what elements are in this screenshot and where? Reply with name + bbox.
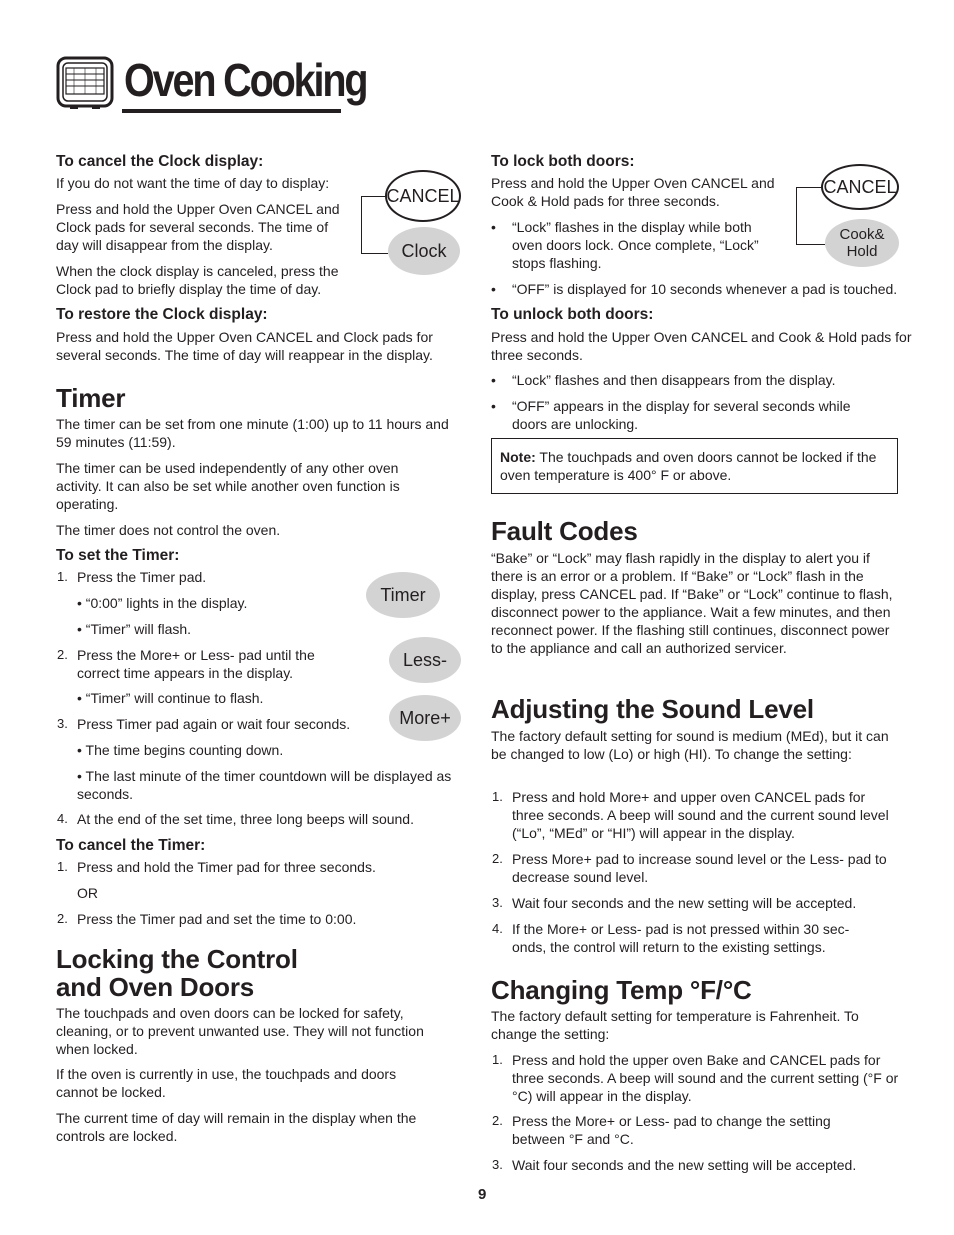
set-timer-step-2: Press the More+ or Less- pad until the correct time appears in the display.	[77, 647, 315, 681]
more-pad: More+	[389, 695, 461, 741]
locking-p1: The touchpads and oven doors can be locked for safety, cleaning, or to prevent unwanted use. They will not function when locked.	[56, 1005, 424, 1057]
step-number: 2.	[57, 911, 68, 926]
step-number: 2.	[492, 1113, 503, 1128]
step-number: 1.	[492, 789, 503, 804]
cancel-clock-instructions: Press and hold the Upper Oven CANCEL and Clock pads for several seconds. The time of day will disappear from the display.	[56, 201, 340, 253]
step-number: 3.	[57, 716, 68, 731]
cancel-timer-step-2: Press the Timer pad and set the time to 0:00.	[77, 911, 357, 927]
unlock-doors-bullet-1: “Lock” flashes and then disappears from the display.	[512, 372, 836, 388]
set-timer-heading: To set the Timer:	[56, 547, 180, 564]
set-timer-step-3a: • The time begins counting down.	[77, 742, 284, 758]
note-text	[500, 448, 890, 484]
cancel-pad: CANCEL	[821, 164, 899, 210]
oven-icon	[56, 56, 114, 110]
cook-hold-pad	[825, 219, 899, 267]
title-underline	[122, 109, 341, 113]
set-timer-step-2a: • “Timer” will continue to flash.	[77, 690, 264, 706]
step-number: 4.	[57, 811, 68, 826]
change-temp-step-2: Press the More+ or Less- pad to change the setting between °F and °C.	[512, 1113, 831, 1147]
cancel-clock-note: When the clock display is canceled, press the Clock pad to briefly display the time of day.	[56, 263, 339, 297]
set-timer-step-4: At the end of the set time, three long beeps will sound.	[77, 811, 414, 827]
cancel-timer-heading: To cancel the Timer:	[56, 837, 206, 854]
sound-level-step-2: Press More+ pad to increase sound level or the Less- pad to decrease sound level.	[512, 851, 887, 885]
timer-heading: Timer	[56, 383, 126, 413]
sound-level-heading: Adjusting the Sound Level	[491, 694, 814, 724]
change-temp-intro: The factory default setting for temperature is Fahrenheit. To change the setting:	[491, 1008, 859, 1042]
change-temp-heading: Changing Temp °F/°C	[491, 975, 752, 1005]
cancel-pad: CANCEL	[385, 170, 461, 222]
note-body: The touchpads and oven doors cannot be locked if the oven temperature is 400° F or above.	[500, 449, 877, 483]
step-number: 3.	[492, 1157, 503, 1172]
lock-doors-instructions: Press and hold the Upper Oven CANCEL and Cook & Hold pads for three seconds.	[491, 175, 775, 209]
sound-level-step-4: If the More+ or Less- pad is not pressed within 30 sec- onds, the control will return to the existing settings.	[512, 921, 850, 955]
clock-pad: Clock	[388, 227, 460, 275]
cancel-clock-intro: If you do not want the time of day to display:	[56, 175, 330, 191]
locking-p2: If the oven is currently in use, the touchpads and doors cannot be locked.	[56, 1066, 397, 1100]
step-number: 2.	[492, 851, 503, 866]
cook-hold-label-line1: Cook&	[839, 226, 885, 243]
unlock-doors-bullet-2: “OFF” appears in the display for several seconds while doors are unlocking.	[512, 398, 851, 432]
locking-p3: The current time of day will remain in the display when the controls are locked.	[56, 1110, 417, 1144]
step-number: 4.	[492, 921, 503, 936]
set-timer-step-3b: • The last minute of the timer countdown will be displayed as seconds.	[77, 768, 452, 802]
bullet: •	[491, 372, 496, 388]
cancel-timer-step-1: Press and hold the Timer pad for three seconds.	[77, 859, 376, 875]
fault-codes-text: “Bake” or “Lock” may flash rapidly in the display to alert you if there is an error or a problem. If “Bake” or “Lock” flash in the display, press CANCEL pad. If “Bake” or “Lock” continue to flash, disconnect power to the appliance. Wait a few minutes, and then reconnect power. If the flashing still continues, disconnect power to the appliance and call an authorized servicer.	[491, 550, 893, 656]
fault-codes-heading: Fault Codes	[491, 516, 638, 546]
timer-p1: The timer can be set from one minute (1:00) up to 11 hours and 59 minutes (11:59).	[56, 416, 449, 450]
cancel-clock-heading: To cancel the Clock display:	[56, 153, 264, 170]
timer-p2: The timer can be used independently of any other oven activity. It can also be set while another oven function is operating.	[56, 460, 400, 512]
step-number: 1.	[57, 569, 68, 584]
bullet: •	[491, 281, 496, 297]
set-timer-step-1a: • “0:00” lights in the display.	[77, 595, 248, 611]
restore-clock-heading: To restore the Clock display:	[56, 306, 268, 323]
set-timer-step-3: Press Timer pad again or wait four seconds.	[77, 716, 351, 732]
locking-heading-line2: and Oven Doors	[56, 972, 255, 1002]
lock-doors-heading: To lock both doors:	[491, 153, 635, 170]
page-title: Oven Cooking	[124, 54, 367, 106]
note-box	[491, 438, 898, 494]
step-number: 2.	[57, 647, 68, 662]
note-label: Note:	[500, 449, 536, 465]
page-number: 9	[478, 1186, 487, 1203]
sound-level-step-1: Press and hold More+ and upper oven CANCEL pads for three seconds. A beep will sound and the current sound level (“Lo”, “MEd” or “HI”) will appear in the display.	[512, 789, 889, 841]
step-number: 1.	[57, 859, 68, 874]
change-temp-step-1: Press and hold the upper oven Bake and CANCEL pads for three seconds. A beep will sound and the current setting (°F or °C) will appear in the display.	[512, 1052, 899, 1104]
unlock-doors-instructions: Press and hold the Upper Oven CANCEL and Cook & Hold pads for three seconds.	[491, 329, 912, 363]
restore-clock-instructions: Press and hold the Upper Oven CANCEL and Clock pads for several seconds. The time of day will reappear in the display.	[56, 329, 433, 363]
sound-level-step-3: Wait four seconds and the new setting will be accepted.	[512, 895, 857, 911]
lock-doors-bullet-1: “Lock” flashes in the display while both oven doors lock. Once complete, “Lock” stops flashing.	[512, 219, 759, 271]
locking-heading-line1: Locking the Control	[56, 944, 298, 974]
step-number: 1.	[492, 1052, 503, 1067]
change-temp-step-3: Wait four seconds and the new setting will be accepted.	[512, 1157, 857, 1173]
clock-pad-bracket	[361, 196, 388, 254]
step-number: 3.	[492, 895, 503, 910]
timer-p3: The timer does not control the oven.	[56, 522, 281, 538]
less-pad: Less-	[389, 637, 461, 683]
cancel-timer-or: OR	[77, 885, 98, 901]
unlock-doors-heading: To unlock both doors:	[491, 306, 654, 323]
lock-doors-bullet-2: “OFF” is displayed for 10 seconds whenever a pad is touched.	[512, 281, 898, 297]
set-timer-step-1: Press the Timer pad.	[77, 569, 207, 585]
cook-hold-label-line2: Hold	[846, 243, 878, 260]
bullet: •	[491, 219, 496, 235]
timer-pad: Timer	[366, 572, 440, 618]
bullet: •	[491, 398, 496, 414]
set-timer-step-1b: • “Timer” will flash.	[77, 621, 192, 637]
sound-level-intro: The factory default setting for sound is medium (MEd), but it can be changed to low (Lo) or high (HI). To change the setting:	[491, 728, 889, 762]
lock-pad-bracket	[796, 187, 825, 245]
